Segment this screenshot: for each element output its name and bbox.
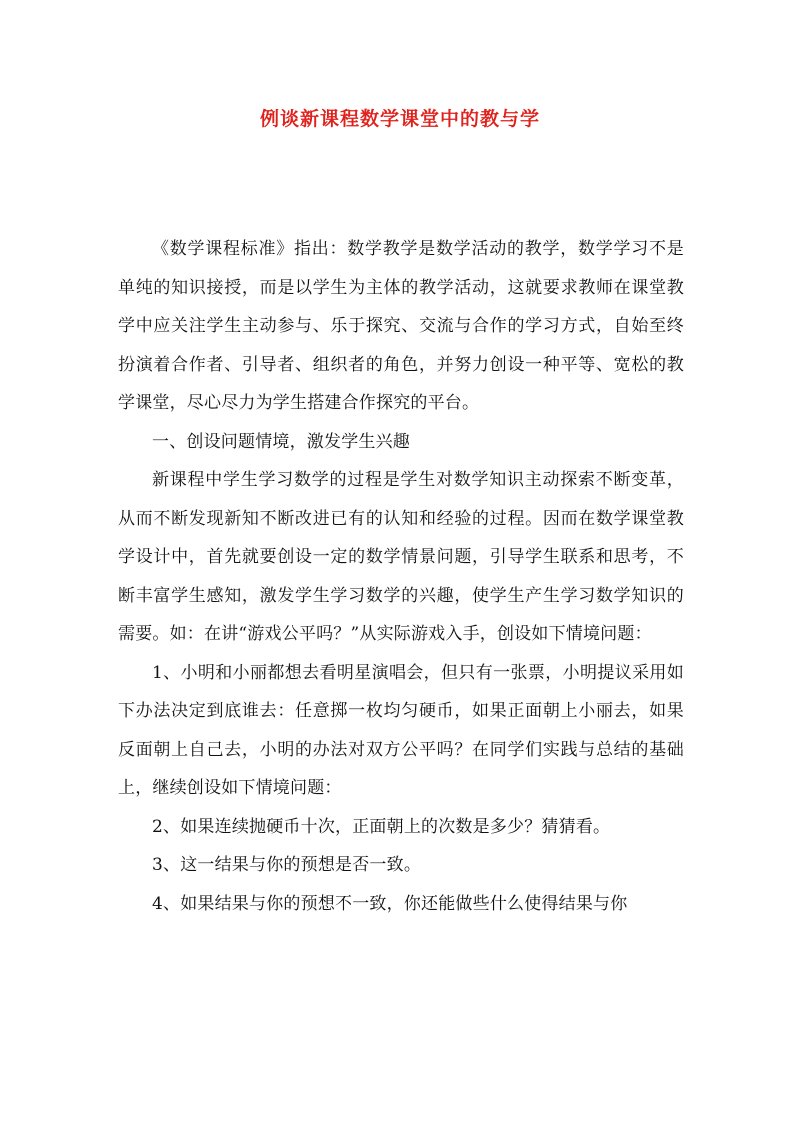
document-body — [118, 230, 684, 923]
document-title: 例谈新课程数学课堂中的教与学 — [259, 108, 540, 130]
section-heading-1: 一、创设问题情境，激发学生兴趣 — [152, 431, 410, 452]
list-item-3: 3、这一结果与你的预想是否一致。 — [152, 855, 422, 875]
list-item-1: 1、小明和小丽都想去看明星演唱会，但只有一张票，小明提议采用如下办法决定到底谁去：任意掷一枚均匀硬币，如果正面朝上小丽去，如果反面朝上自己去，小明的办法对双方公平吗？在同学们实践与总结的基础上，继续创设如下情境问题： — [118, 662, 684, 798]
paragraph-section-1: 新课程中学生学习数学的过程是学生对数学知识主动探索不断变革，从而不断发现新知不断改进已有的认知和经验的过程。因而在数学课堂教学设计中，首先就要创设一定的数学情景问题，引导学生联系和思考，不断丰富学生感知，激发学生学习数学的兴趣，使学生产生学习数学知识的需要。如：在讲“游戏公平吗？”从实际游戏入手，创设如下情境问题： — [118, 470, 684, 644]
list-item-4: 4、如果结果与你的预想不一致，你还能做些什么使得结果与你 — [152, 893, 628, 914]
paragraph-intro: 《数学课程标准》指出：数学教学是数学活动的教学，数学学习不是单纯的知识接授，而是以学生为主体的教学活动，这就要求教师在课堂教学中应关注学生主动参与、乐于探究、交流与合作的学习方式，自始至终扮演着合作者、引导者、组织者的角色，并努力创设一种平等、宽松的教学课堂，尽心尽力为学生搭建合作探究的平台。 — [118, 239, 684, 413]
list-item-2: 2、如果连续抛硬币十次，正面朝上的次数是多少？猜猜看。 — [152, 816, 611, 837]
